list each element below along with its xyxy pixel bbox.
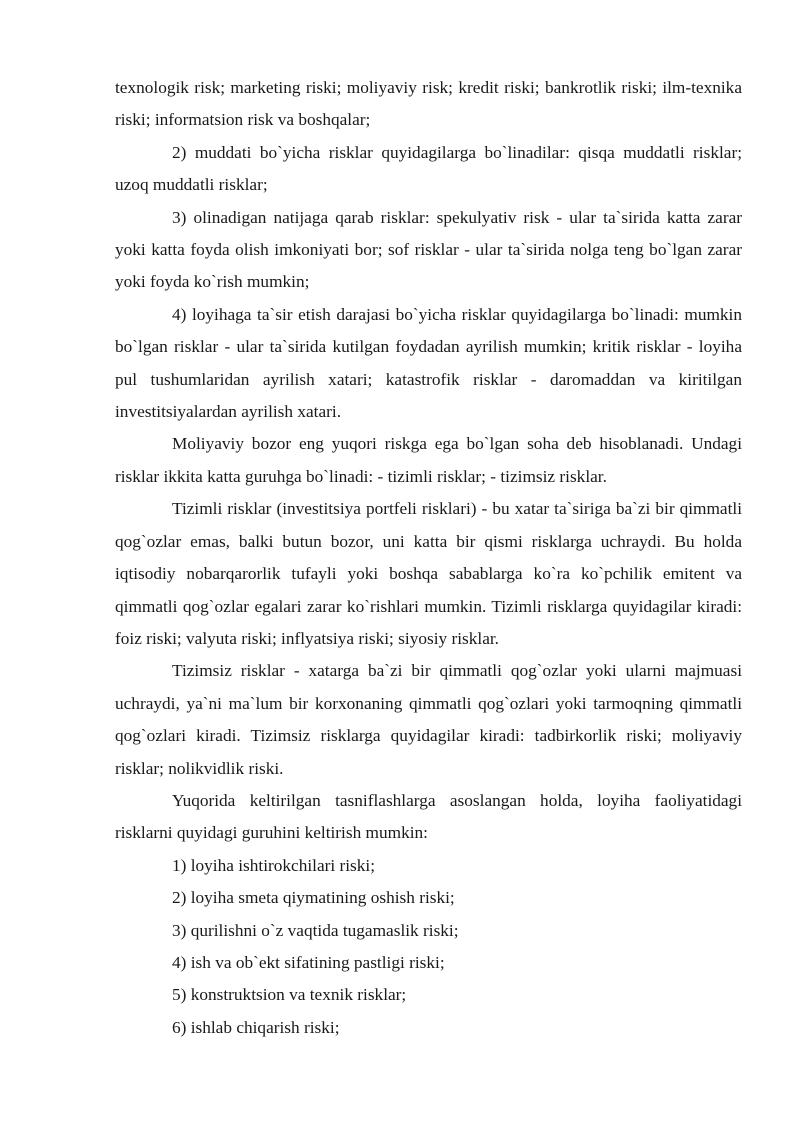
paragraph-1: texnologik risk; marketing riski; moliyaviy risk; kredit riski; bankrotlik riski; ilm-texnika riski; informatsion risk va boshqalar;: [115, 78, 742, 130]
paragraph-8: Yuqorida keltirilgan tasniflashlarga asoslangan holda, loyiha faoliyatidagi risklarni quyidagi guruhini keltirish mumkin:: [115, 790, 742, 843]
list-item: 1) loyiha ishtirokchilari riski;: [172, 855, 376, 875]
paragraph-3: 3) olinadigan natijaga qarab risklar: spekulyativ risk - ular ta`sirida katta zarar yoki katta foyda olish imkoniyati bor; sof risklar - ular ta`sirida nolga teng bo`lgan zarar yoki foyda ko`rish mumkin;: [115, 207, 742, 292]
list-item: 4) ish va ob`ekt sifatining pastligi riski;: [172, 952, 445, 972]
paragraph-4: 4) loyihaga ta`sir etish darajasi bo`yicha risklar quyidagilarga bo`linadi: mumkin bo`lgan risklar - ular ta`sirida kutilgan foydadan ayrilish mumkin; kritik risklar - loyiha pul tushumlaridan ayrilish xatari; katastrofik risklar - daromaddan va kiritilgan investitsiyalardan ayrilish xatari.: [115, 304, 742, 422]
list-item: 5) konstruktsion va texnik risklar;: [172, 985, 407, 1005]
list-item: 2) loyiha smeta qiymatining oshish riski;: [172, 888, 455, 908]
list-item: 6) ishlab chiqarish riski;: [172, 1017, 340, 1037]
paragraph-2: 2) muddati bo`yicha risklar quyidagilarga bo`linadilar: qisqa muddatli risklar; uzoq muddatli risklar;: [115, 142, 742, 195]
list-item: 3) qurilishni o`z vaqtida tugamaslik riski;: [172, 920, 459, 940]
paragraph-7: Tizimsiz risklar - xatarga ba`zi bir qimmatli qog`ozlar yoki ularni majmuasi uchraydi, ya`ni ma`lum bir korxonaning qimmatli qog`ozlari yoki tarmoqning qimmatli qog`ozlari kiradi. Tizimsiz risklarga quyidagilar kiradi: tadbirkorlik riski; moliyaviy risklar; nolikvidlik riski.: [115, 661, 742, 778]
paragraph-6: Tizimli risklar (investitsiya portfeli risklari) - bu xatar ta`siriga ba`zi bir qimmatli qog`ozlar emas, balki butun bozor, uni katta bir qismi risklarga uchraydi. Bu holda iqtisodiy nobarqarorlik tufayli yoki boshqa sabablarga ko`ra ko`pchilik emitent va qimmatli qog`ozlar egalari zarar ko`rishlari mumkin. Tizimli risklarga quyidagilar kiradi: foiz riski; valyuta riski; inflyatsiya riski; siyosiy risklar.: [115, 499, 742, 648]
body-text: [115, 72, 742, 1044]
paragraph-5: Moliyaviy bozor eng yuqori riskga ega bo`lgan soha deb hisoblanadi. Undagi risklar ikkita katta guruhga bo`linadi: - tizimli risklar; - tizimsiz risklar.: [115, 434, 742, 486]
